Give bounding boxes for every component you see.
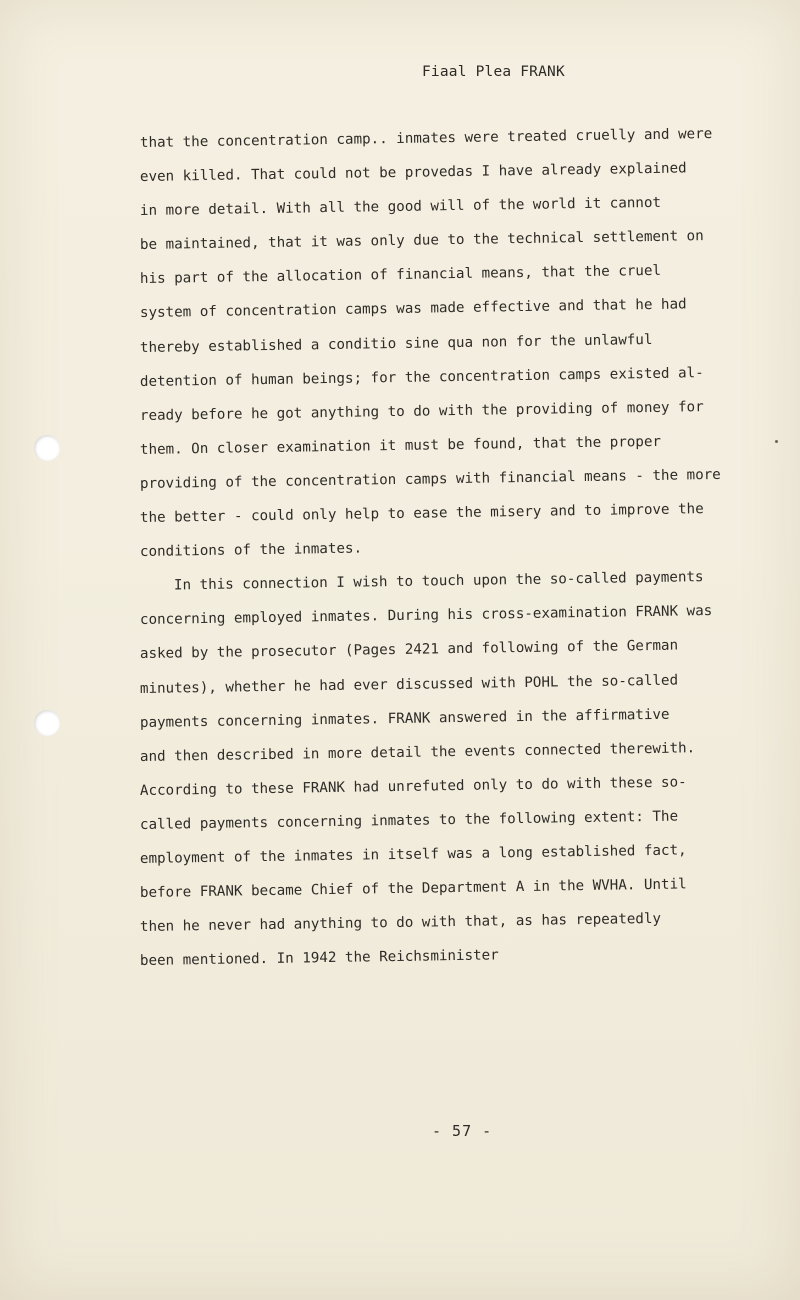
body-text — [140, 126, 740, 978]
text-line: be maintained, that it was only due to the technical settlement on — [139, 228, 704, 254]
text-line: and then described in more detail the events connected therewith. — [139, 739, 696, 765]
page-number: - 57 - — [432, 1122, 493, 1140]
text-line: providing of the concentration camps with financial means - the more — [139, 466, 721, 492]
text-line: asked by the prosecutor (Pages 2421 and following of the German — [139, 637, 679, 663]
text-line: that the concentration camp.. inmates were treated cruelly and were — [139, 126, 713, 151]
text-line: system of concentration camps was made effective and that he had — [139, 296, 687, 322]
punch-hole-top — [34, 435, 60, 461]
text-line: then he never had anything to do with that, as has repeatedly — [139, 910, 662, 936]
text-line: detention of human beings; for the concentration camps existed al- — [139, 364, 704, 390]
text-line: called payments concerning inmates to the following extent: The — [139, 808, 679, 833]
text-line: ready before he got anything to do with the providing of money for — [139, 398, 704, 424]
text-line: In this connection I wish to touch upon the so-called payments — [173, 569, 704, 594]
text-line: even killed. That could not be provedas I have already explained — [139, 160, 687, 186]
text-line: conditions of the inmates. — [139, 540, 363, 561]
text-line: them. On closer examination it must be found, that the proper — [139, 433, 662, 458]
text-line: thereby established a conditio sine qua non for the unlawful — [139, 331, 653, 356]
text-line: minutes), whether he had ever discussed with POHL the so-called — [139, 672, 679, 697]
page-header: Fiaal Plea FRANK — [422, 64, 565, 80]
text-line: been mentioned. In 1942 the Reichsminister — [139, 947, 499, 970]
text-line: payments concerning inmates. FRANK answered in the affirmative — [139, 706, 670, 731]
text-line: the better - could only help to ease the misery and to improve the — [139, 501, 704, 527]
text-line: his part of the allocation of financial means, that the cruel — [139, 263, 662, 288]
text-line: employment of the inmates in itself was a long established fact, — [139, 842, 687, 867]
text-line: before FRANK became Chief of the Department A in the WVHA. Until — [139, 876, 687, 902]
text-line: in more detail. With all the good will of the world it cannot — [139, 195, 662, 220]
text-line: concerning employed inmates. During his cross-examination FRANK was — [139, 603, 713, 629]
punch-hole-bottom — [34, 710, 60, 736]
text-line: According to these FRANK had unrefuted only to do with these so- — [139, 774, 687, 799]
ink-speck — [775, 440, 778, 443]
